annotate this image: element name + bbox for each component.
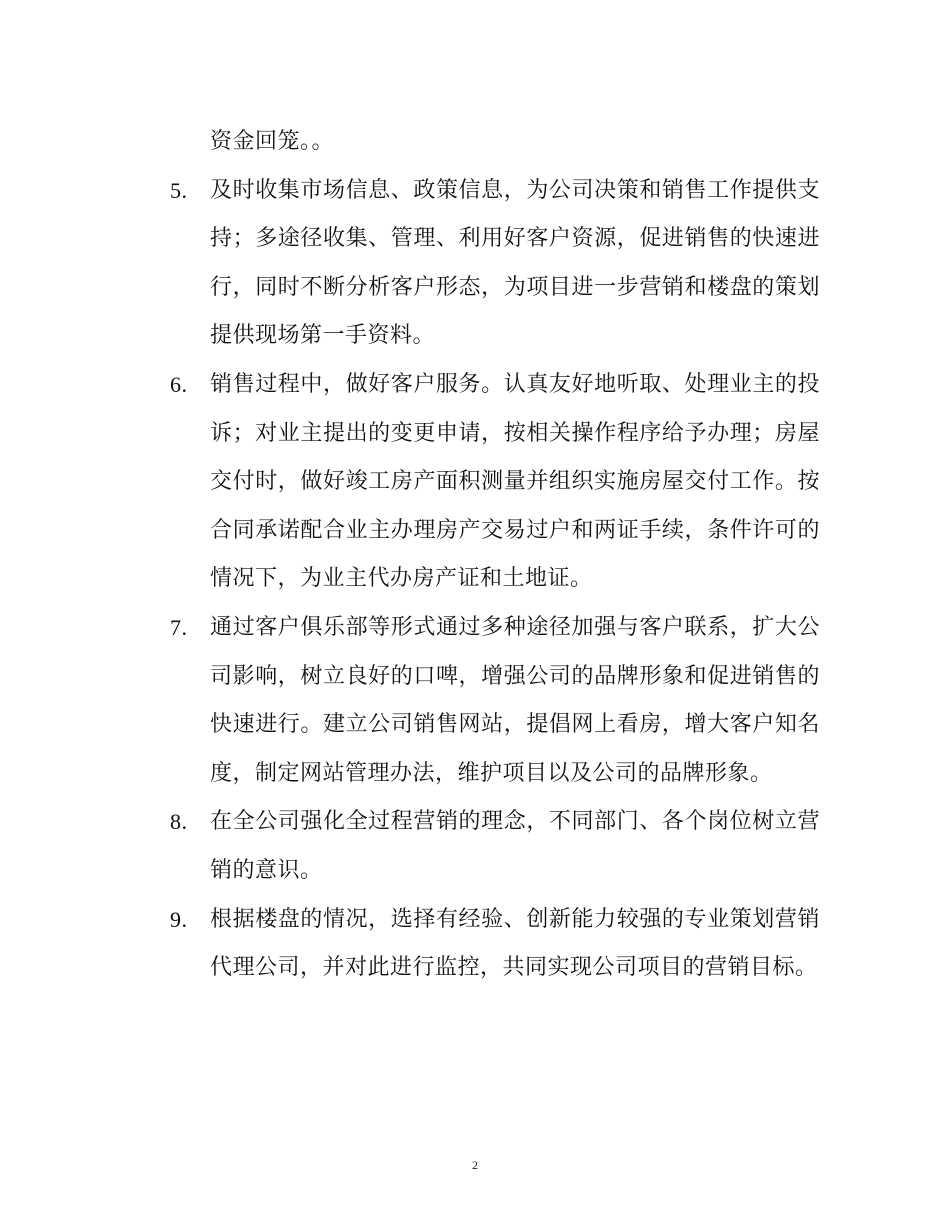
list-item-6 [170, 361, 820, 604]
list-item-text: 及时收集市场信息、政策信息，为公司决策和销售工作提供支持；多途径收集、管理、利用好客户资源，促进销售的快速进行，同时不断分析客户形态，为项目进一步营销和楼盘的策划提供现场第一手资料。 [210, 177, 820, 349]
list-number: 7. [170, 614, 188, 640]
continuation-paragraph: 资金回笼。。 [210, 129, 335, 154]
list-item-5 [170, 167, 820, 361]
list-number: 8. [170, 809, 188, 835]
list-item-9 [170, 896, 820, 993]
document-body [170, 118, 820, 993]
list-item-8 [170, 798, 820, 895]
list-number: 6. [170, 371, 188, 397]
list-number: 9. [170, 906, 188, 932]
list-number: 5. [170, 177, 188, 203]
list-item-text: 在全公司强化全过程营销的理念，不同部门、各个岗位树立营销的意识。 [210, 809, 820, 883]
list-item-text: 销售过程中，做好客户服务。认真友好地听取、处理业主的投诉；对业主提出的变更申请，按相关操作程序给予办理；房屋交付时，做好竣工房产面积测量并组织实施房屋交付工作。按合同承诺配合业主办理房产交易过户和两证手续，条件许可的情况下，为业主代办房产证和土地证。 [210, 371, 820, 592]
list-item-7 [170, 604, 820, 798]
list-item-text: 根据楼盘的情况，选择有经验、创新能力较强的专业策划营销代理公司，并对此进行监控，共同实现公司项目的营销目标。 [210, 906, 820, 981]
list-item-text: 通过客户俱乐部等形式通过多种途径加强与客户联系，扩大公司影响，树立良好的口啤，增强公司的品牌形象和促进销售的快速进行。建立公司销售网站，提倡网上看房，增大客户知名度，制定网站管理办法，维护项目以及公司的品牌形象。 [210, 614, 820, 786]
page-number: 2 [472, 1158, 478, 1172]
